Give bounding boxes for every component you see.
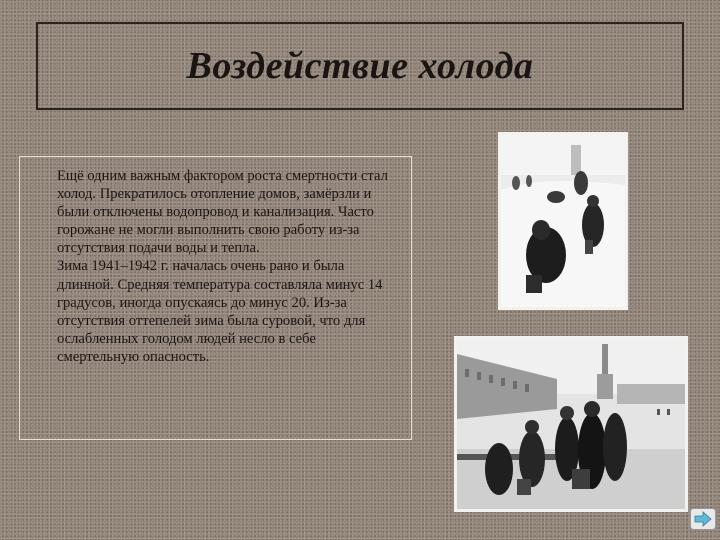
text-frame — [19, 156, 412, 440]
photo-water-line — [454, 336, 688, 512]
slide-title: Воздействие холода — [186, 45, 534, 87]
photo-water-fetching — [498, 132, 628, 310]
title-frame — [36, 22, 684, 110]
photo-water-fetching-image — [501, 135, 625, 307]
paragraph-1: Ещё одним важным фактором роста смертности стал холод. Прекратилось отопление домов, замёрзли и были отключены водопровод и канализация. Часто горожане не могли выполнить свою работу из-за отсутствия подачи воды и тепла. — [57, 168, 388, 257]
next-slide-button[interactable] — [690, 508, 716, 530]
photo-water-line-image — [457, 339, 685, 509]
paragraph-2: Зима 1941–1942 г. началась очень рано и была длинной. Средняя температура составляла минус 14 градусов, иногда опускаясь до минус 20. Из-за отсутствия оттепелей зима была суровой, что для ослабленных голодом людей несло в себе смертельную опасность. — [57, 258, 383, 365]
arrow-right-icon — [690, 508, 716, 530]
